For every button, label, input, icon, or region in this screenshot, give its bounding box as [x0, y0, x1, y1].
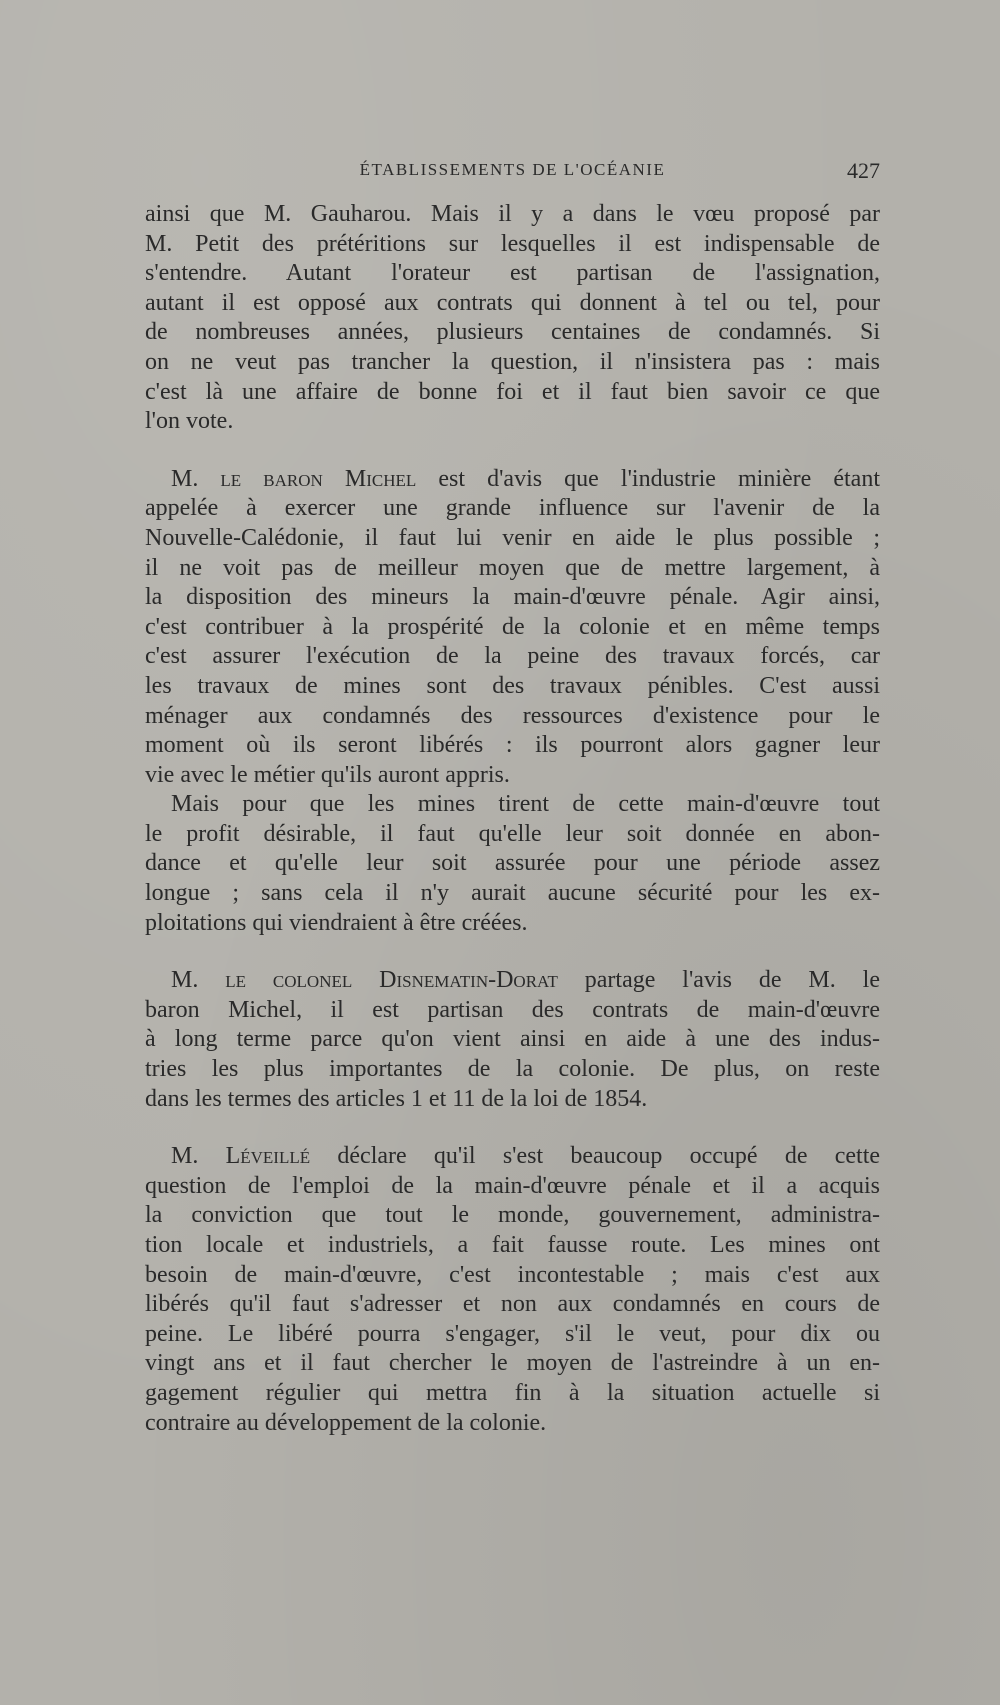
text-line: le profit désirable, il faut qu'elle leur soit donnée en abon- — [145, 820, 880, 847]
paragraph-leveille — [145, 1142, 880, 1438]
text-line: longue ; sans cela il n'y aurait aucune sécurité pour les ex- — [145, 880, 880, 907]
speaker-name: M. le baron Michel — [171, 465, 417, 492]
paragraph-colonel — [145, 966, 880, 1114]
text-line-rest: est d'avis que l'industrie minière étant — [438, 465, 881, 492]
text-line: il ne voit pas de meilleur moyen que de mettre largement, à — [145, 554, 880, 581]
running-header — [145, 158, 880, 188]
text-line-first — [145, 1142, 880, 1172]
paragraph-gap — [145, 938, 880, 966]
text-line: besoin de main-d'œuvre, c'est incontestable ; mais c'est aux — [145, 1261, 880, 1288]
text-line: ainsi que M. Gauharou. Mais il y a dans le vœu proposé par — [145, 201, 880, 227]
speaker-name: M. Léveillé — [171, 1143, 311, 1170]
text-line: M. Petit des prétéritions sur lesquelles il est indispensable de — [145, 230, 880, 257]
paragraph-gap — [145, 1114, 880, 1142]
text-line: c'est là une affaire de bonne foi et il faut bien savoir ce que — [145, 378, 880, 405]
text-line: les travaux de mines sont des travaux pénibles. C'est aussi — [145, 672, 880, 699]
text-line: ménager aux condamnés des ressources d'existence pour le — [145, 702, 880, 729]
text-line: tion locale et industriels, a fait fausse route. Les mines ont — [145, 1232, 880, 1258]
page-number: 427 — [847, 158, 880, 183]
text-line: on ne veut pas trancher la question, il n'insistera pas : mais — [145, 348, 880, 375]
text-line: question de l'emploi de la main-d'œuvre pénale et il a acquis — [145, 1172, 880, 1199]
text-line: vie avec le métier qu'ils auront appris. — [145, 761, 510, 788]
text-line: ploitations qui viendraient à être créées. — [145, 909, 528, 936]
text-line: s'entendre. Autant l'orateur est partisan de l'assignation, — [145, 260, 880, 287]
text-line: contraire au développement de la colonie. — [145, 1409, 547, 1436]
text-line: de nombreuses années, plusieurs centaines de condamnés. Si — [145, 319, 880, 346]
text-line: Mais pour que les mines tirent de cette main-d'œuvre tout — [171, 791, 880, 818]
text-line: Nouvelle-Calédonie, il faut lui venir en aide le plus possible ; — [145, 524, 880, 551]
text-line: tries les plus importantes de la colonie. De plus, on reste — [145, 1056, 880, 1083]
text-line: à long terme parce qu'on vient ainsi en aide à une des indus- — [145, 1026, 880, 1053]
paragraph-baron-michel — [145, 465, 880, 791]
text-line: appelée à exercer une grande influence sur l'avenir de la — [145, 495, 880, 522]
speaker-name: M. le colonel Disnematin-Dorat — [171, 967, 558, 994]
text-line: l'on vote. — [145, 408, 234, 435]
paragraph-continuation — [145, 200, 880, 437]
paragraph-mines — [145, 790, 880, 938]
text-line: c'est assurer l'exécution de la peine des travaux forcés, car — [145, 643, 880, 670]
text-line: dans les termes des articles 1 et 11 de la loi de 1854. — [145, 1085, 648, 1112]
text-line: c'est contribuer à la prospérité de la colonie et en même temps — [145, 613, 880, 640]
text-line: moment où ils seront libérés : ils pourront alors gagner leur — [145, 732, 880, 759]
text-line: peine. Le libéré pourra s'engager, s'il le veut, pour dix ou — [145, 1320, 880, 1347]
text-line: la conviction que tout le monde, gouvernement, administra- — [145, 1202, 880, 1229]
text-line: la disposition des mineurs la main-d'œuvre pénale. Agir ainsi, — [145, 584, 880, 611]
text-line: dance et qu'elle leur soit assurée pour une période assez — [145, 850, 880, 877]
text-line: vingt ans et il faut chercher le moyen de l'astreindre à un en- — [145, 1350, 880, 1377]
text-line: baron Michel, il est partisan des contrats de main-d'œuvre — [145, 996, 880, 1023]
text-line: autant il est opposé aux contrats qui donnent à tel ou tel, pour — [145, 289, 880, 316]
text-line-rest: déclare qu'il s'est beaucoup occupé de cette — [337, 1143, 881, 1170]
text-line-rest: partage l'avis de M. le — [584, 967, 881, 994]
text-line-first — [145, 465, 880, 495]
text-line: libérés qu'il faut s'adresser et non aux condamnés en cours de — [145, 1291, 880, 1318]
document-page — [145, 158, 880, 1438]
text-line-first — [145, 966, 880, 996]
paragraph-gap — [145, 437, 880, 465]
running-title: ÉTABLISSEMENTS DE L'OCÉANIE — [359, 160, 666, 179]
text-line: gagement régulier qui mettra fin à la situation actuelle si — [145, 1379, 880, 1406]
